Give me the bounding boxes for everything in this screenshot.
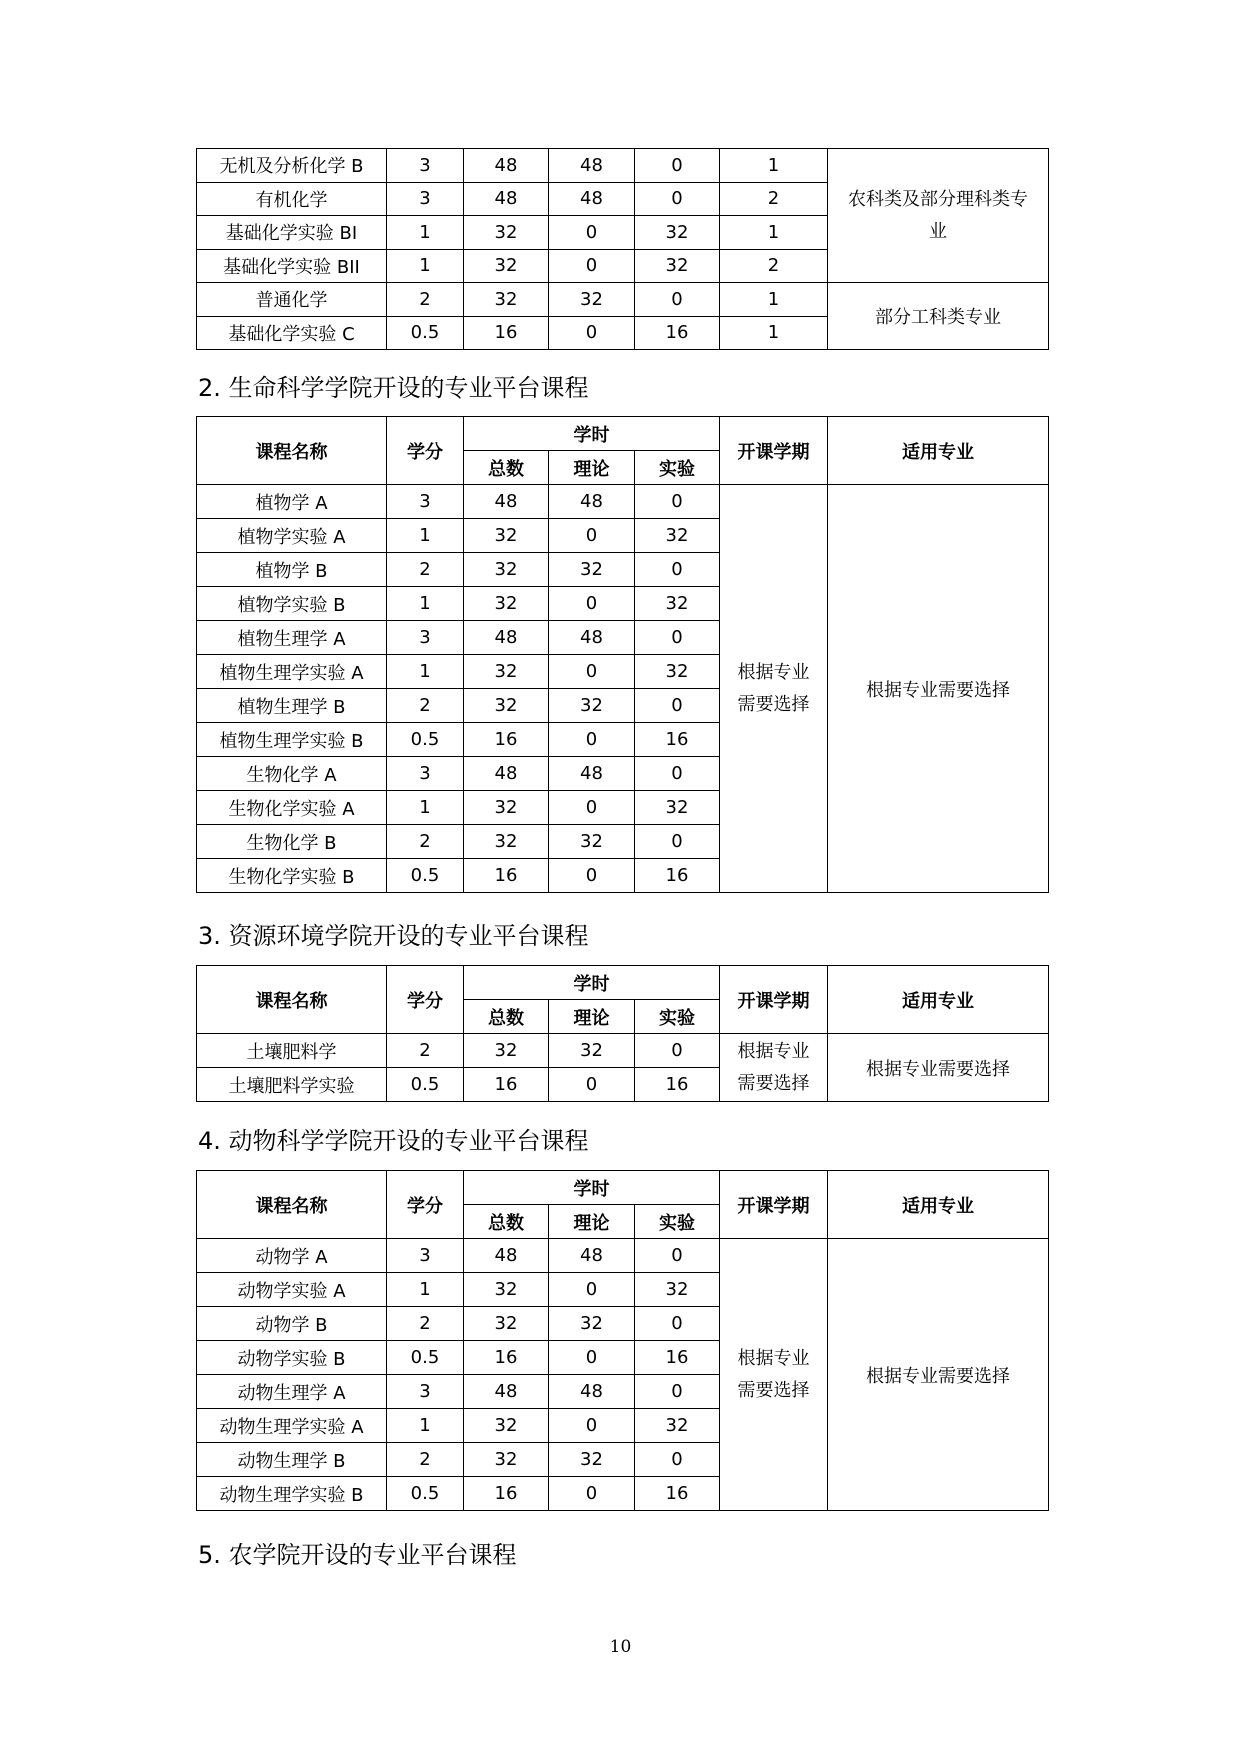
course-total-hours: 32 <box>464 1273 549 1307</box>
course-credit: 1 <box>387 1273 464 1307</box>
course-lab-hours: 0 <box>635 485 720 519</box>
course-total-hours: 32 <box>464 283 549 317</box>
header-total: 总数 <box>464 1000 549 1034</box>
course-term: 1 <box>720 149 828 183</box>
course-total-hours: 32 <box>464 689 549 723</box>
course-term: 根据专业需要选择 <box>720 1239 828 1511</box>
course-term: 根据专业需要选择 <box>720 485 828 893</box>
course-theory-hours: 0 <box>549 316 635 350</box>
header-hours: 学时 <box>464 417 720 451</box>
course-lab-hours: 16 <box>635 859 720 893</box>
course-lab-hours: 0 <box>635 689 720 723</box>
course-lab-hours: 0 <box>635 1307 720 1341</box>
course-theory-hours: 48 <box>549 149 635 183</box>
course-theory-hours: 0 <box>549 216 635 250</box>
table-row <box>197 1034 1049 1068</box>
course-total-hours: 48 <box>464 149 549 183</box>
course-lab-hours: 0 <box>635 149 720 183</box>
course-total-hours: 32 <box>464 553 549 587</box>
course-lab-hours: 0 <box>635 1239 720 1273</box>
course-name: 基础化学实验 BII <box>197 249 387 283</box>
course-theory-hours: 48 <box>549 485 635 519</box>
course-theory-hours: 0 <box>549 519 635 553</box>
course-theory-hours: 32 <box>549 283 635 317</box>
course-lab-hours: 16 <box>635 723 720 757</box>
course-lab-hours: 32 <box>635 1409 720 1443</box>
course-name: 植物学实验 A <box>197 519 387 553</box>
course-lab-hours: 0 <box>635 283 720 317</box>
course-lab-hours: 32 <box>635 216 720 250</box>
course-total-hours: 48 <box>464 621 549 655</box>
header-hours: 学时 <box>464 1171 720 1205</box>
header-major: 适用专业 <box>828 966 1049 1034</box>
section-heading: 3. 资源环境学院开设的专业平台课程 <box>198 922 589 950</box>
course-total-hours: 48 <box>464 485 549 519</box>
course-name: 无机及分析化学 B <box>197 149 387 183</box>
course-theory-hours: 0 <box>549 791 635 825</box>
course-name: 普通化学 <box>197 283 387 317</box>
course-name: 生物化学实验 B <box>197 859 387 893</box>
life-science-course-table <box>196 416 1049 893</box>
course-term: 2 <box>720 249 828 283</box>
section-heading: 5. 农学院开设的专业平台课程 <box>198 1541 517 1569</box>
course-name: 生物化学 A <box>197 757 387 791</box>
course-theory-hours: 32 <box>549 553 635 587</box>
course-total-hours: 32 <box>464 791 549 825</box>
course-theory-hours: 48 <box>549 621 635 655</box>
course-lab-hours: 32 <box>635 587 720 621</box>
course-theory-hours: 0 <box>549 249 635 283</box>
course-credit: 3 <box>387 485 464 519</box>
header-term: 开课学期 <box>720 1171 828 1239</box>
course-name: 动物学实验 B <box>197 1341 387 1375</box>
applicable-major: 根据专业需要选择 <box>828 485 1049 893</box>
course-name: 动物学实验 A <box>197 1273 387 1307</box>
course-lab-hours: 0 <box>635 825 720 859</box>
course-lab-hours: 32 <box>635 519 720 553</box>
course-total-hours: 32 <box>464 1307 549 1341</box>
header-credit: 学分 <box>387 1171 464 1239</box>
header-major: 适用专业 <box>828 1171 1049 1239</box>
course-credit: 1 <box>387 216 464 250</box>
course-name: 基础化学实验 C <box>197 316 387 350</box>
table-header-row <box>197 417 1049 451</box>
header-lab: 实验 <box>635 451 720 485</box>
header-hours: 学时 <box>464 966 720 1000</box>
course-credit: 2 <box>387 553 464 587</box>
header-lab: 实验 <box>635 1205 720 1239</box>
course-total-hours: 16 <box>464 723 549 757</box>
course-theory-hours: 48 <box>549 1239 635 1273</box>
course-credit: 3 <box>387 149 464 183</box>
course-credit: 0.5 <box>387 1341 464 1375</box>
course-lab-hours: 32 <box>635 655 720 689</box>
course-credit: 2 <box>387 283 464 317</box>
course-name: 生物化学实验 A <box>197 791 387 825</box>
course-credit: 3 <box>387 621 464 655</box>
course-theory-hours: 32 <box>549 689 635 723</box>
course-name: 植物生理学 A <box>197 621 387 655</box>
course-total-hours: 32 <box>464 1443 549 1477</box>
header-theory: 理论 <box>549 1205 635 1239</box>
course-credit: 0.5 <box>387 1068 464 1102</box>
header-total: 总数 <box>464 451 549 485</box>
course-name: 土壤肥料学实验 <box>197 1068 387 1102</box>
header-course-name: 课程名称 <box>197 966 387 1034</box>
course-term: 1 <box>720 283 828 317</box>
resource-environment-course-table <box>196 965 1049 1102</box>
page-number: 10 <box>609 1637 632 1657</box>
course-credit: 3 <box>387 1375 464 1409</box>
course-theory-hours: 0 <box>549 655 635 689</box>
course-name: 植物学 B <box>197 553 387 587</box>
applicable-major: 农科类及部分理科类专业 <box>828 149 1049 283</box>
course-credit: 2 <box>387 1307 464 1341</box>
applicable-major: 根据专业需要选择 <box>828 1239 1049 1511</box>
course-name: 植物学实验 B <box>197 587 387 621</box>
course-total-hours: 16 <box>464 1477 549 1511</box>
course-lab-hours: 32 <box>635 249 720 283</box>
course-total-hours: 32 <box>464 825 549 859</box>
course-theory-hours: 0 <box>549 1341 635 1375</box>
header-course-name: 课程名称 <box>197 417 387 485</box>
header-term: 开课学期 <box>720 417 828 485</box>
course-theory-hours: 32 <box>549 1443 635 1477</box>
course-credit: 1 <box>387 587 464 621</box>
course-theory-hours: 48 <box>549 757 635 791</box>
course-lab-hours: 0 <box>635 1375 720 1409</box>
course-lab-hours: 16 <box>635 1341 720 1375</box>
course-total-hours: 16 <box>464 1341 549 1375</box>
course-name: 土壤肥料学 <box>197 1034 387 1068</box>
table-header-row <box>197 966 1049 1000</box>
course-theory-hours: 0 <box>549 1273 635 1307</box>
course-theory-hours: 0 <box>549 723 635 757</box>
table-row <box>197 149 1049 183</box>
course-lab-hours: 16 <box>635 1068 720 1102</box>
course-term: 1 <box>720 216 828 250</box>
course-credit: 1 <box>387 519 464 553</box>
course-theory-hours: 0 <box>549 1477 635 1511</box>
header-major: 适用专业 <box>828 417 1049 485</box>
course-lab-hours: 0 <box>635 553 720 587</box>
course-lab-hours: 16 <box>635 316 720 350</box>
course-total-hours: 16 <box>464 316 549 350</box>
course-name: 动物学 B <box>197 1307 387 1341</box>
course-name: 动物生理学实验 B <box>197 1477 387 1511</box>
course-total-hours: 32 <box>464 655 549 689</box>
course-credit: 2 <box>387 1443 464 1477</box>
course-credit: 0.5 <box>387 859 464 893</box>
course-lab-hours: 0 <box>635 182 720 216</box>
course-name: 动物生理学 B <box>197 1443 387 1477</box>
course-lab-hours: 0 <box>635 757 720 791</box>
header-lab: 实验 <box>635 1000 720 1034</box>
section-heading: 4. 动物科学学院开设的专业平台课程 <box>198 1127 589 1155</box>
course-name: 植物生理学 B <box>197 689 387 723</box>
header-theory: 理论 <box>549 451 635 485</box>
course-name: 有机化学 <box>197 182 387 216</box>
course-lab-hours: 0 <box>635 1443 720 1477</box>
course-lab-hours: 0 <box>635 621 720 655</box>
table-row <box>197 283 1049 317</box>
course-credit: 0.5 <box>387 723 464 757</box>
course-total-hours: 32 <box>464 1034 549 1068</box>
course-lab-hours: 32 <box>635 791 720 825</box>
course-credit: 1 <box>387 791 464 825</box>
table-row <box>197 1239 1049 1273</box>
course-total-hours: 48 <box>464 1239 549 1273</box>
applicable-major: 根据专业需要选择 <box>828 1034 1049 1102</box>
header-theory: 理论 <box>549 1000 635 1034</box>
course-name: 动物生理学实验 A <box>197 1409 387 1443</box>
chemistry-course-table <box>196 148 1049 350</box>
course-credit: 0.5 <box>387 316 464 350</box>
course-name: 基础化学实验 BI <box>197 216 387 250</box>
course-theory-hours: 0 <box>549 1409 635 1443</box>
table-row <box>197 485 1049 519</box>
course-total-hours: 48 <box>464 1375 549 1409</box>
course-term: 1 <box>720 316 828 350</box>
table-header-row <box>197 1171 1049 1205</box>
course-credit: 3 <box>387 1239 464 1273</box>
course-name: 动物学 A <box>197 1239 387 1273</box>
course-total-hours: 16 <box>464 1068 549 1102</box>
course-total-hours: 32 <box>464 587 549 621</box>
course-credit: 1 <box>387 249 464 283</box>
course-credit: 2 <box>387 825 464 859</box>
course-theory-hours: 48 <box>549 182 635 216</box>
course-name: 植物学 A <box>197 485 387 519</box>
header-term: 开课学期 <box>720 966 828 1034</box>
course-lab-hours: 16 <box>635 1477 720 1511</box>
course-theory-hours: 32 <box>549 1034 635 1068</box>
course-total-hours: 48 <box>464 182 549 216</box>
course-theory-hours: 0 <box>549 587 635 621</box>
header-total: 总数 <box>464 1205 549 1239</box>
course-credit: 3 <box>387 182 464 216</box>
course-total-hours: 32 <box>464 216 549 250</box>
course-credit: 1 <box>387 1409 464 1443</box>
course-lab-hours: 32 <box>635 1273 720 1307</box>
course-total-hours: 32 <box>464 519 549 553</box>
course-credit: 3 <box>387 757 464 791</box>
applicable-major: 部分工科类专业 <box>828 283 1049 350</box>
course-name: 植物生理学实验 A <box>197 655 387 689</box>
course-credit: 1 <box>387 655 464 689</box>
course-theory-hours: 48 <box>549 1375 635 1409</box>
course-lab-hours: 0 <box>635 1034 720 1068</box>
course-term: 2 <box>720 182 828 216</box>
course-theory-hours: 32 <box>549 825 635 859</box>
header-course-name: 课程名称 <box>197 1171 387 1239</box>
course-name: 植物生理学实验 B <box>197 723 387 757</box>
course-theory-hours: 32 <box>549 1307 635 1341</box>
header-credit: 学分 <box>387 417 464 485</box>
header-credit: 学分 <box>387 966 464 1034</box>
course-total-hours: 32 <box>464 249 549 283</box>
course-total-hours: 32 <box>464 1409 549 1443</box>
course-theory-hours: 0 <box>549 859 635 893</box>
course-total-hours: 48 <box>464 757 549 791</box>
course-total-hours: 16 <box>464 859 549 893</box>
course-credit: 2 <box>387 689 464 723</box>
course-credit: 2 <box>387 1034 464 1068</box>
course-term: 根据专业需要选择 <box>720 1034 828 1102</box>
course-name: 生物化学 B <box>197 825 387 859</box>
animal-science-course-table <box>196 1170 1049 1511</box>
course-theory-hours: 0 <box>549 1068 635 1102</box>
course-credit: 0.5 <box>387 1477 464 1511</box>
course-name: 动物生理学 A <box>197 1375 387 1409</box>
section-heading: 2. 生命科学学院开设的专业平台课程 <box>198 374 589 402</box>
